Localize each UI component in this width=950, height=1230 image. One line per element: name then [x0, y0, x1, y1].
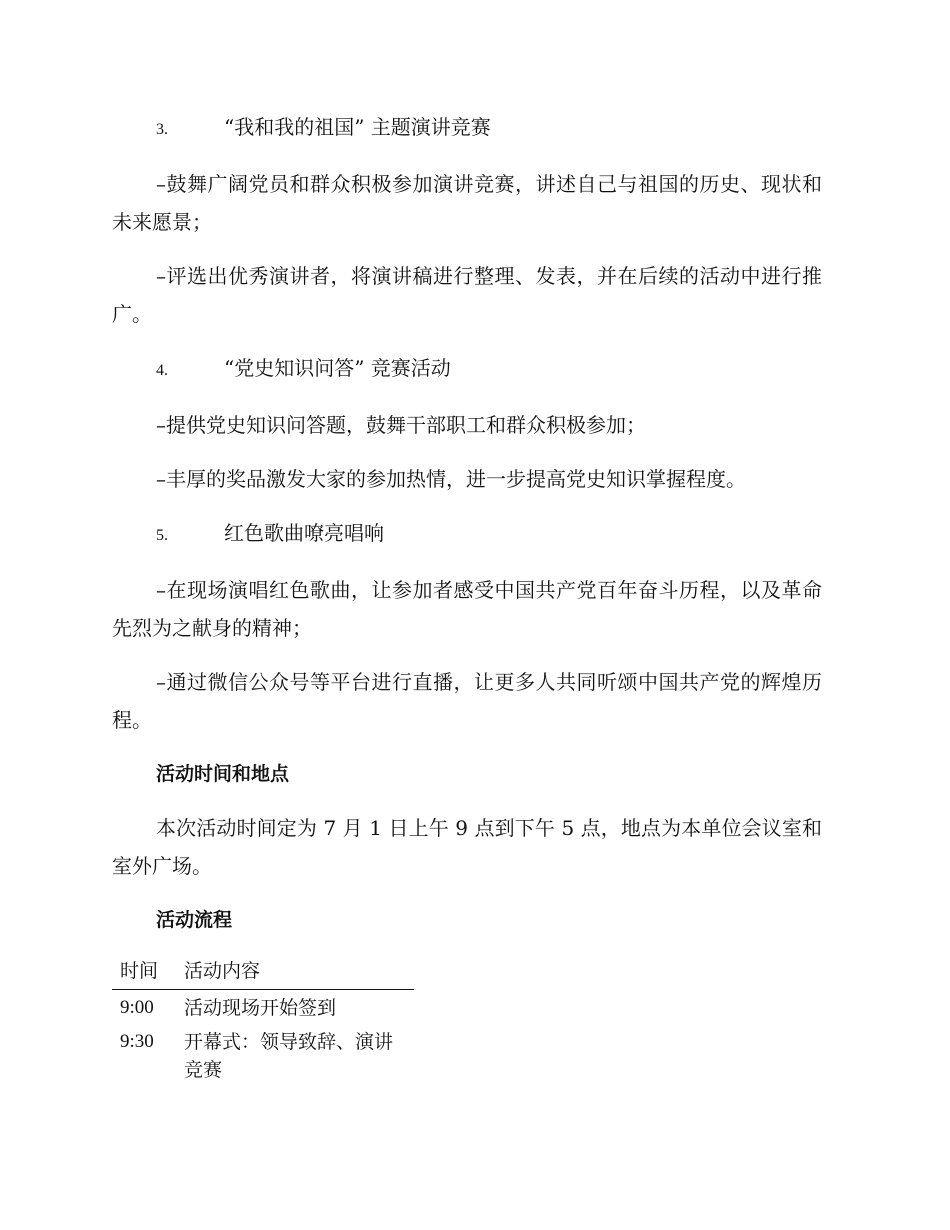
- section-5-point-1: –在现场演唱红色歌曲，让参加者感受中国共产党百年奋斗历程，以及革命先烈为之献身的精神；: [112, 578, 822, 640]
- time-place-text: 本次活动时间定为 7 月 1 日上午 9 点到下午 5 点，地点为本单位会议室和室外广场。: [112, 816, 822, 878]
- section-4-point-1: –提供党史知识问答题，鼓舞干部职工和群众积极参加；: [156, 413, 646, 437]
- document-page: [112, 108, 822, 1086]
- section-number: 4.: [156, 362, 168, 379]
- schedule-content: 开幕式：领导致辞、演讲竞赛: [184, 1031, 394, 1081]
- section-3-point-1: –鼓舞广阔党员和群众积极参加演讲竞赛，讲述自己与祖国的历史、现状和未来愿景；: [112, 172, 822, 234]
- section-title: 红色歌曲嘹亮唱响: [224, 521, 384, 545]
- section-4-title: [156, 349, 822, 390]
- time-place-heading: 活动时间和地点: [156, 763, 290, 785]
- section-title: “我和我的祖国” 主题演讲竞赛: [224, 115, 491, 139]
- table-row: [112, 990, 414, 1025]
- section-number: 5.: [156, 527, 168, 544]
- schedule-content: 活动现场开始签到: [184, 997, 337, 1019]
- schedule-header-content: 活动内容: [176, 953, 414, 990]
- schedule-table: [112, 953, 414, 1086]
- section-3-title: [156, 108, 822, 149]
- schedule-time: 9:00: [120, 997, 154, 1018]
- section-5-point-2: –通过微信公众号等平台进行直播，让更多人共同听颂中国共产党的辉煌历程。: [112, 670, 822, 732]
- schedule-header-time: 时间: [112, 953, 176, 990]
- section-title: “党史知识问答” 竞赛活动: [224, 356, 451, 380]
- schedule-header-row: [112, 953, 414, 990]
- flow-heading: 活动流程: [156, 909, 233, 931]
- section-number: 3.: [156, 121, 168, 138]
- section-3-point-2: –评选出优秀演讲者，将演讲稿进行整理、发表，并在后续的活动中进行推广。: [112, 264, 822, 326]
- section-5-title: [156, 514, 822, 555]
- schedule-time: 9:30: [120, 1031, 154, 1052]
- section-4-point-2: –丰厚的奖品激发大家的参加热情，进一步提高党史知识掌握程度。: [156, 467, 746, 491]
- table-row: [112, 1024, 414, 1086]
